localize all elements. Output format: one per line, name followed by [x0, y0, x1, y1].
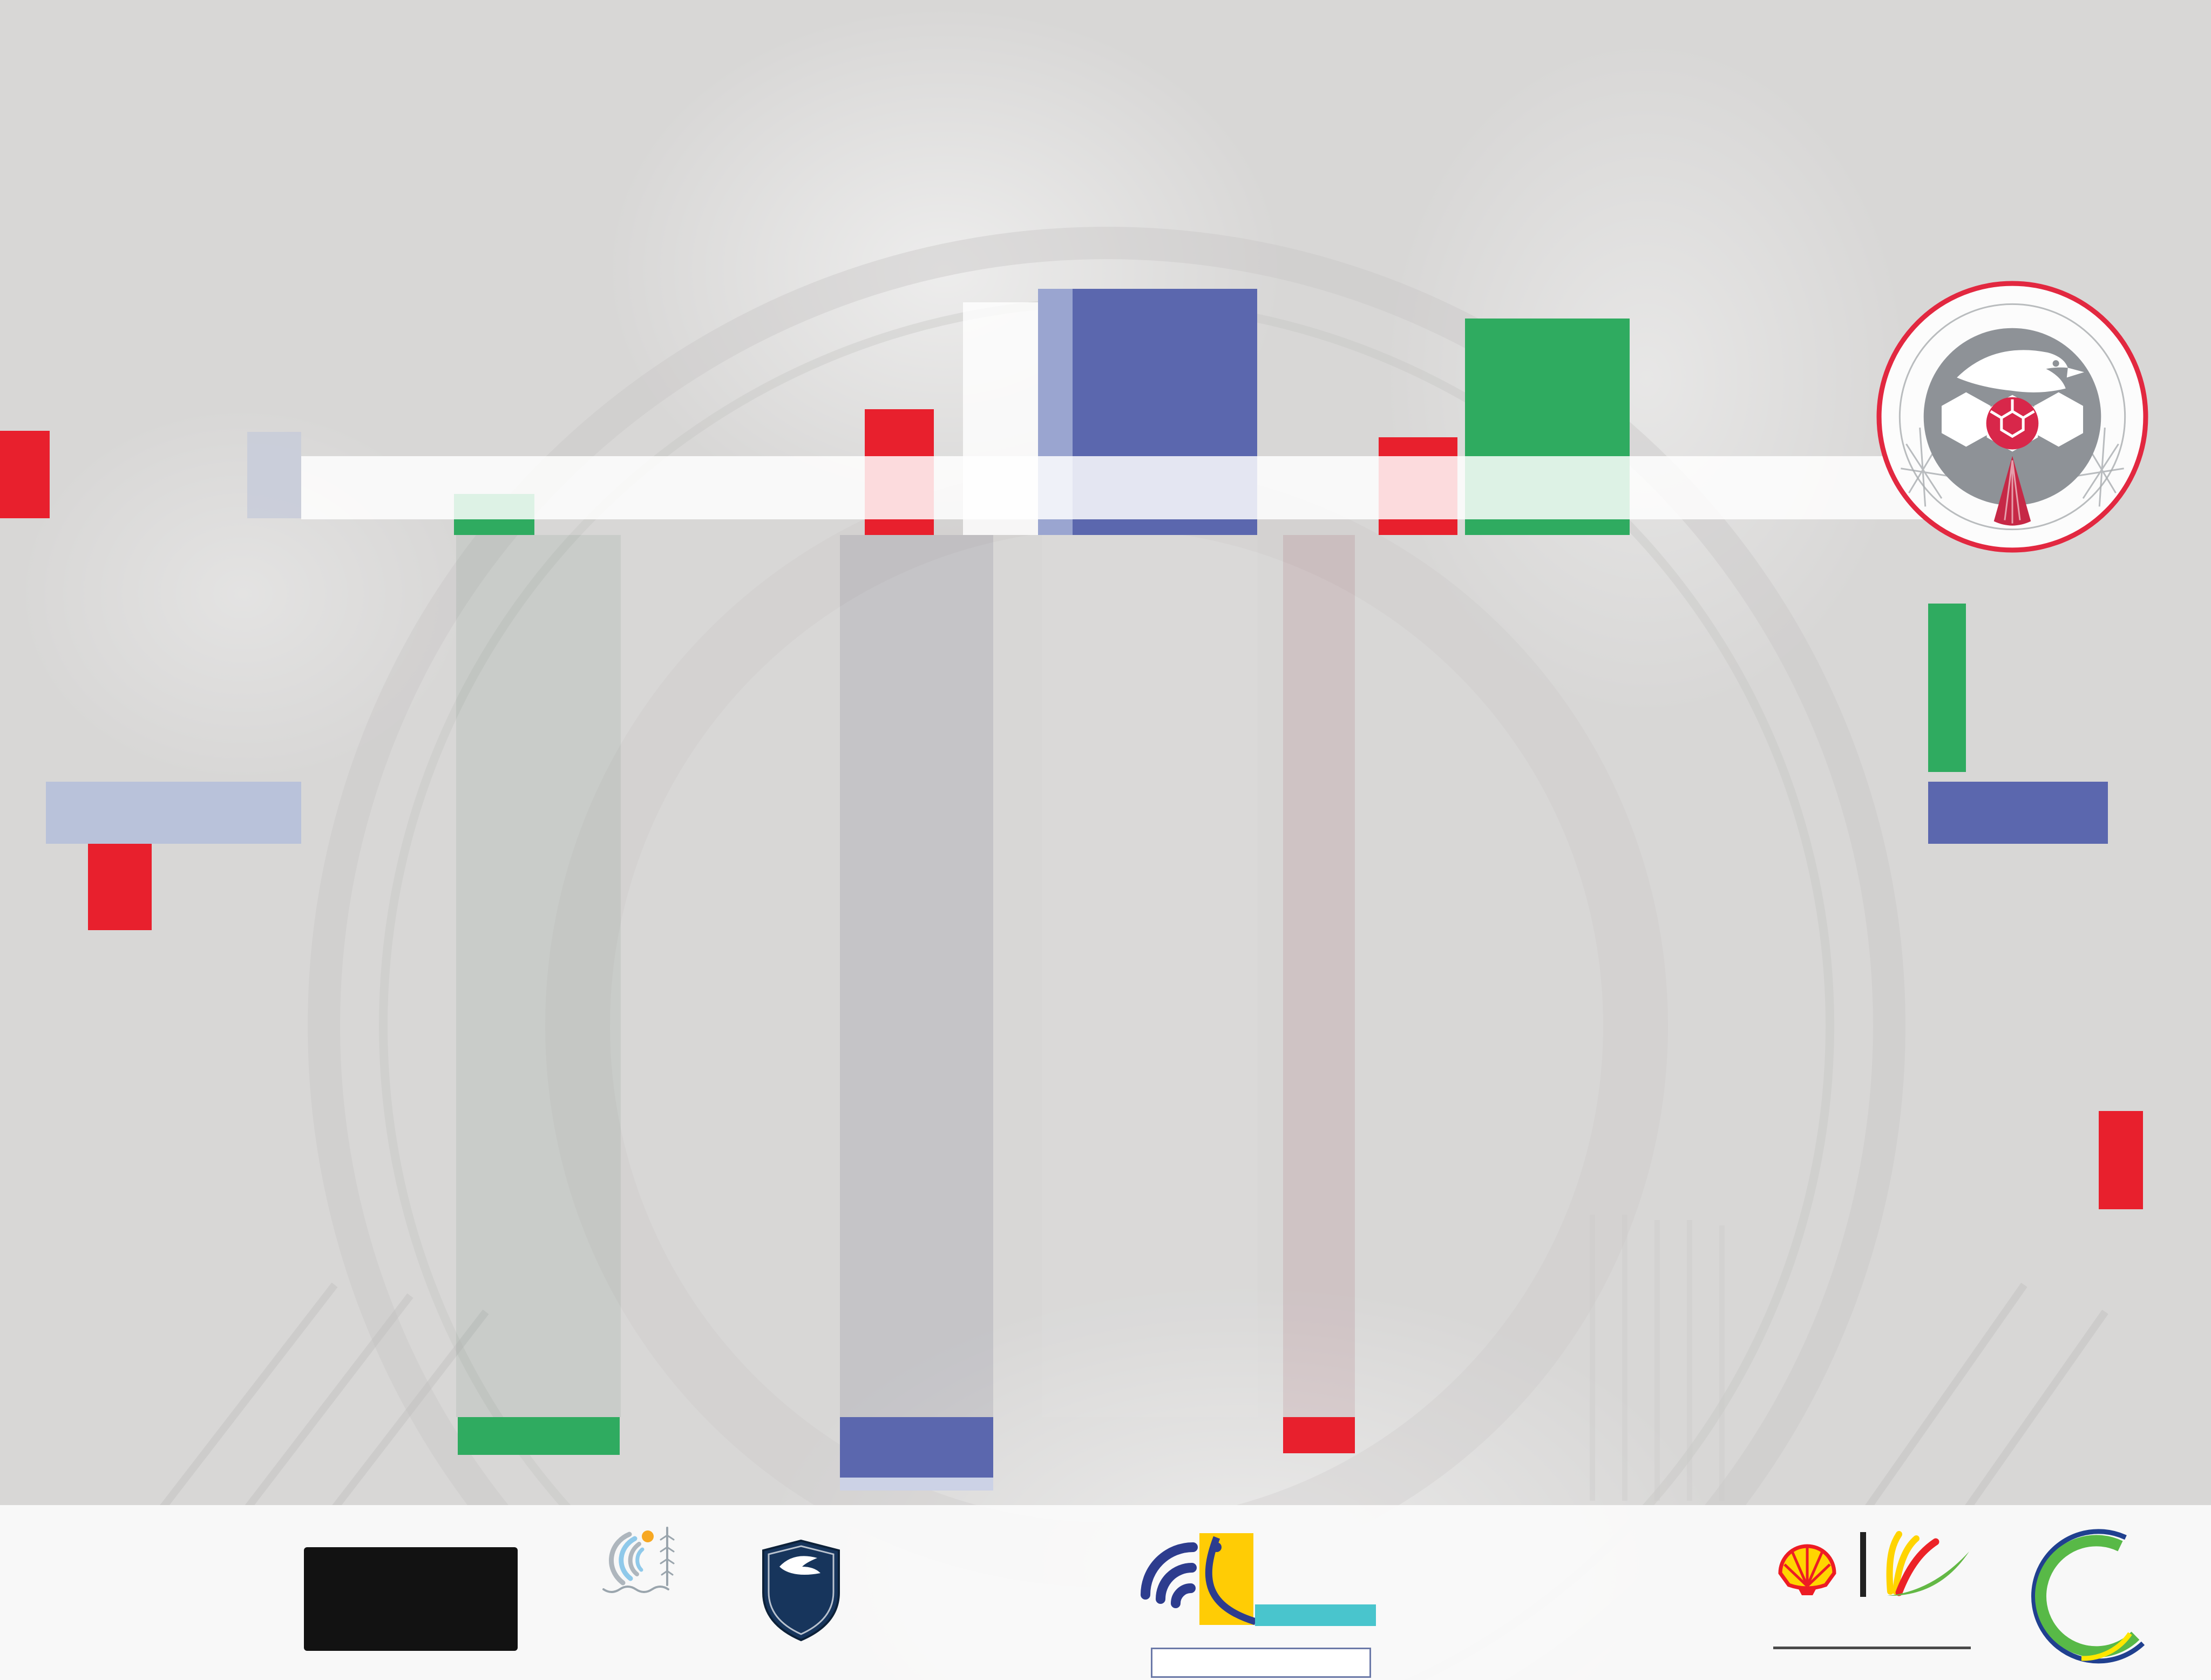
opt-icon	[1136, 1531, 1260, 1628]
pacific-energy-plant-icon	[1857, 1531, 1973, 1601]
row-tint-strip	[840, 535, 993, 1417]
row-tint-strip	[456, 535, 621, 1417]
ofc-crescent-icon	[2012, 1528, 2158, 1672]
row-tint-strip	[1283, 535, 1355, 1417]
row-tint-strip	[1042, 535, 1258, 1417]
opt-website-box	[1151, 1648, 1371, 1678]
canal-plus-logo	[304, 1547, 518, 1651]
badge-center-ball	[1986, 397, 2039, 450]
rsma-shield-icon	[760, 1539, 842, 1642]
pacific-divider	[1773, 1647, 1971, 1649]
opt-region-band	[1255, 1604, 1376, 1626]
fcf-logo	[1876, 281, 2148, 553]
gouvernement-nc-emblem-icon	[587, 1525, 684, 1595]
shell-pecten-icon	[1775, 1534, 1840, 1596]
